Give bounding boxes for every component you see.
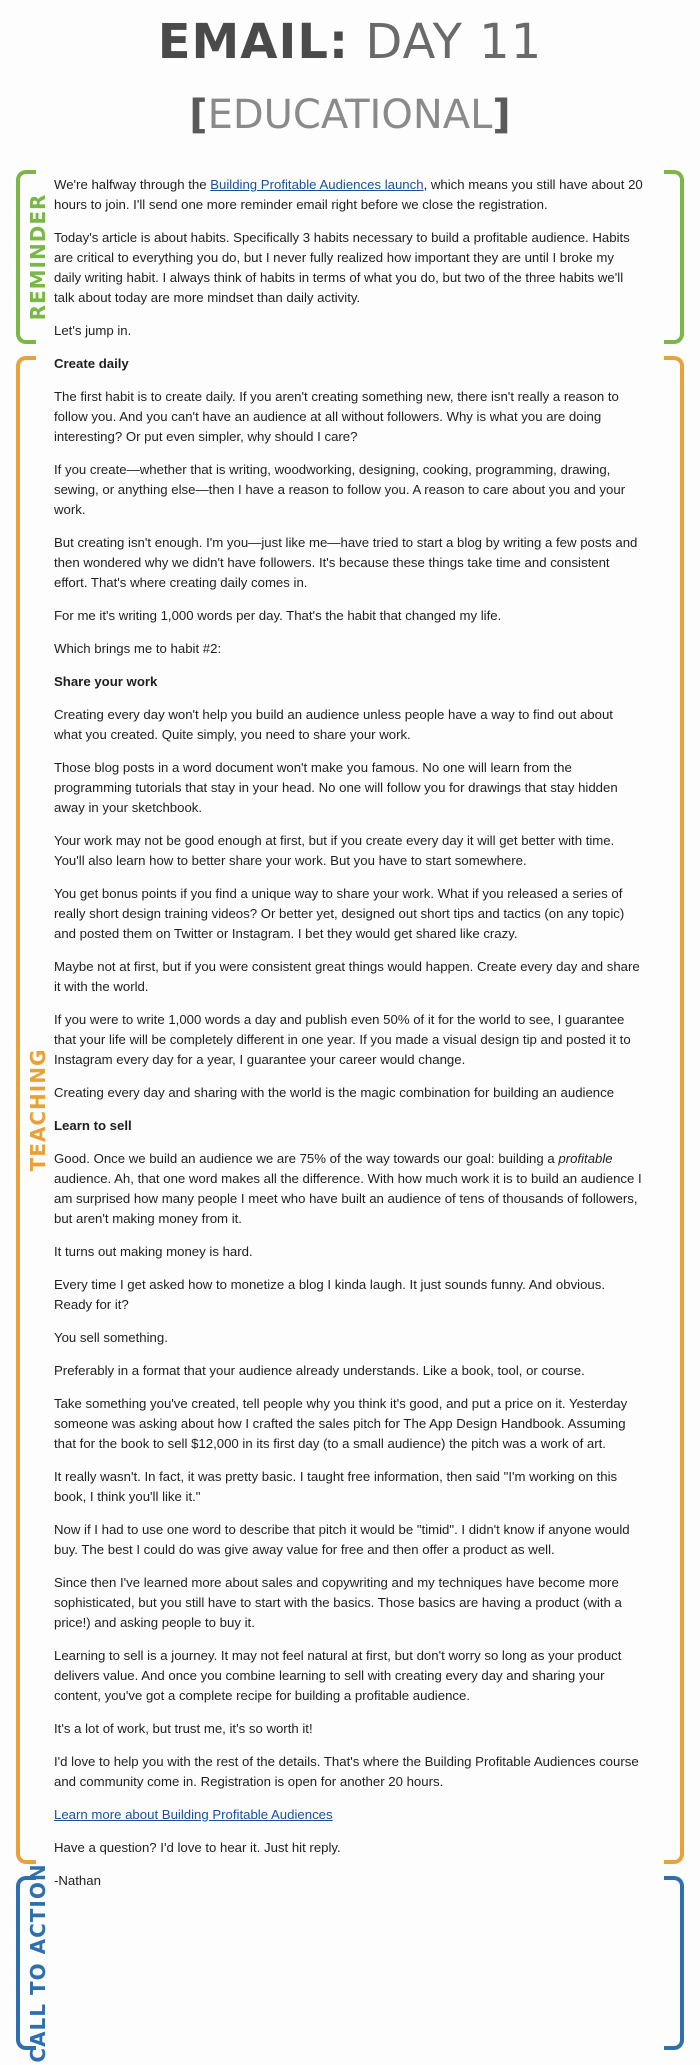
paragraph: Creating every day won't help you build an audience unless people have a way to find out about what you created. Quite simply, you need to share your work. xyxy=(54,707,613,742)
paragraph: For me it's writing 1,000 words per day. That's the habit that changed my life. xyxy=(54,608,502,623)
title-email-word: EMAIL: xyxy=(157,14,350,70)
paragraph: Those blog posts in a word document won't make you famous. No one will learn from the programming tutorials that stay in your head. No one will follow you for drawings that stay hidden away in your sketchbook. xyxy=(54,760,618,815)
close-bracket: ] xyxy=(492,92,511,138)
paragraph: Since then I've learned more about sales and copywriting and my techniques have become more sophisticated, but you still have to start with the basics. Those basics are having a product (with a price!) and asking people to buy it. xyxy=(54,1575,622,1630)
teaching-label: TEACHING xyxy=(26,1048,50,1172)
learn-more-link[interactable]: Learn more about Building Profitable Audiences xyxy=(54,1807,333,1822)
paragraph: It really wasn't. In fact, it was pretty basic. I taught free information, then said "I'm working on this book, I think you'll like it." xyxy=(54,1469,618,1504)
paragraph: Preferably in a format that your audience already understands. Like a book, tool, or course. xyxy=(54,1363,585,1378)
intro-text-end: , which means you still have about 20 hours to join. I'll send one more reminder email right before we close the registration. xyxy=(54,177,643,212)
heading-learn-to-sell: Learn to sell xyxy=(54,1118,132,1133)
text: Good. Once we build an audience we are 75% of the way towards our goal: building a xyxy=(54,1151,559,1166)
heading-share-your-work: Share your work xyxy=(54,674,158,689)
paragraph: Which brings me to habit #2: xyxy=(54,641,222,656)
reminder-label: REMINDER xyxy=(26,193,50,321)
title-day-number: DAY 11 xyxy=(365,14,543,70)
open-bracket: [ xyxy=(189,92,208,138)
paragraph: If you were to write 1,000 words a day and publish even 50% of it for the world to see, I guarantee that your life will be completely different in one year. If you made a visual design tip and posted it to Instagram every day for a year, I guarantee your career would change. xyxy=(54,1012,631,1067)
paragraph-cta-link xyxy=(54,1805,644,1825)
email-body xyxy=(54,175,644,1904)
email-type-label: EDUCATIONAL xyxy=(207,92,493,138)
paragraph: You sell something. xyxy=(54,1330,168,1345)
paragraph: Maybe not at first, but if you were consistent great things would happen. Create every day and share it with the world. xyxy=(54,959,640,994)
paragraph: Every time I get asked how to monetize a blog I kinda laugh. It just sounds funny. And obvious. Ready for it? xyxy=(54,1277,606,1312)
paragraph: Now if I had to use one word to describe that pitch it would be "timid". I didn't know if anyone would buy. The best I could do was give away value for free and then offer a product as well. xyxy=(54,1522,630,1557)
teaching-bracket-right xyxy=(664,356,684,1864)
intro-text-start: We're halfway through the xyxy=(54,177,211,192)
paragraph: It turns out making money is hard. xyxy=(54,1244,253,1259)
cta-bracket-right xyxy=(664,1876,684,2050)
paragraph: It's a lot of work, but trust me, it's so worth it! xyxy=(54,1721,313,1736)
emphasis-profitable: profitable xyxy=(558,1151,613,1166)
paragraph-cta: I'd love to help you with the rest of the details. That's where the Building Profitable Audiences course and community come in. Registration is open for another 20 hours. xyxy=(54,1754,639,1789)
text: audience. Ah, that one word makes all the difference. With how much work it is to build an audience I am surprised how many people I meet who have built an audience of tens of thousands of followers, but aren't making money from it. xyxy=(54,1171,642,1226)
paragraph: But creating isn't enough. I'm you—just like me—have tried to start a blog by writing a few posts and then wondered why we didn't have followers. It's because these things take time and consistent effort. That's where creating daily comes in. xyxy=(54,535,638,590)
paragraph: Creating every day and sharing with the world is the magic combination for building an audience xyxy=(54,1085,615,1100)
paragraph: Your work may not be good enough at first, but if you create every day it will get better with time. You'll also learn how to better share your work. But you have to start somewhere. xyxy=(54,833,615,868)
paragraph: The first habit is to create daily. If you aren't creating something new, there isn't really a reason to follow you. And you can't have an audience at all without followers. Why is what you are doing interesting? Or put even simpler, why should I care? xyxy=(54,389,619,444)
paragraph: Take something you've created, tell people why you think it's good, and put a price on it. Yesterday someone was asking about how I crafted the sales pitch for The App Design Handbook. Assuming that for the book to sell $12,000 in its first day (to a small audience) the pitch was a work of art. xyxy=(54,1396,628,1451)
paragraph-habits-intro: Today's article is about habits. Specifically 3 habits necessary to build a profitable audience. Habits are critical to everything you do, but I never fully realized how important they are until I broke my daily writing habit. I always think of habits in terms of what you do, but two of the three habits we'll talk about today are more mindset than daily activity. xyxy=(54,230,630,305)
paragraph-question: Have a question? I'd love to hear it. Just hit reply. xyxy=(54,1840,341,1855)
launch-link[interactable]: Building Profitable Audiences launch xyxy=(210,177,424,192)
email-type-subtitle xyxy=(0,92,700,138)
paragraph: You get bonus points if you find a unique way to share your work. What if you released a series of really short design training videos? Or better yet, designed out short tips and tactics (on any topic) and posted them on Twitter or Instagram. I bet they would get shared like crazy. xyxy=(54,886,625,941)
paragraph: If you create—whether that is writing, woodworking, designing, cooking, programming, drawing, sewing, or anything else—then I have a reason to follow you. A reason to care about you and your work. xyxy=(54,462,626,517)
paragraph-jump-in: Let's jump in. xyxy=(54,323,132,338)
email-day-title xyxy=(0,14,700,70)
heading-create-daily: Create daily xyxy=(54,356,129,371)
header xyxy=(0,0,700,160)
paragraph-intro xyxy=(54,175,644,215)
signature: -Nathan xyxy=(54,1873,101,1888)
reminder-bracket-right xyxy=(664,170,684,344)
cta-label: CALL TO ACTION xyxy=(26,1863,50,2063)
paragraph xyxy=(54,1149,644,1229)
paragraph: Learning to sell is a journey. It may not feel natural at first, but don't worry so long as your product delivers value. And once you combine learning to sell with creating every day and sharing your content, you've got a complete recipe for building a profitable audience. xyxy=(54,1648,622,1703)
